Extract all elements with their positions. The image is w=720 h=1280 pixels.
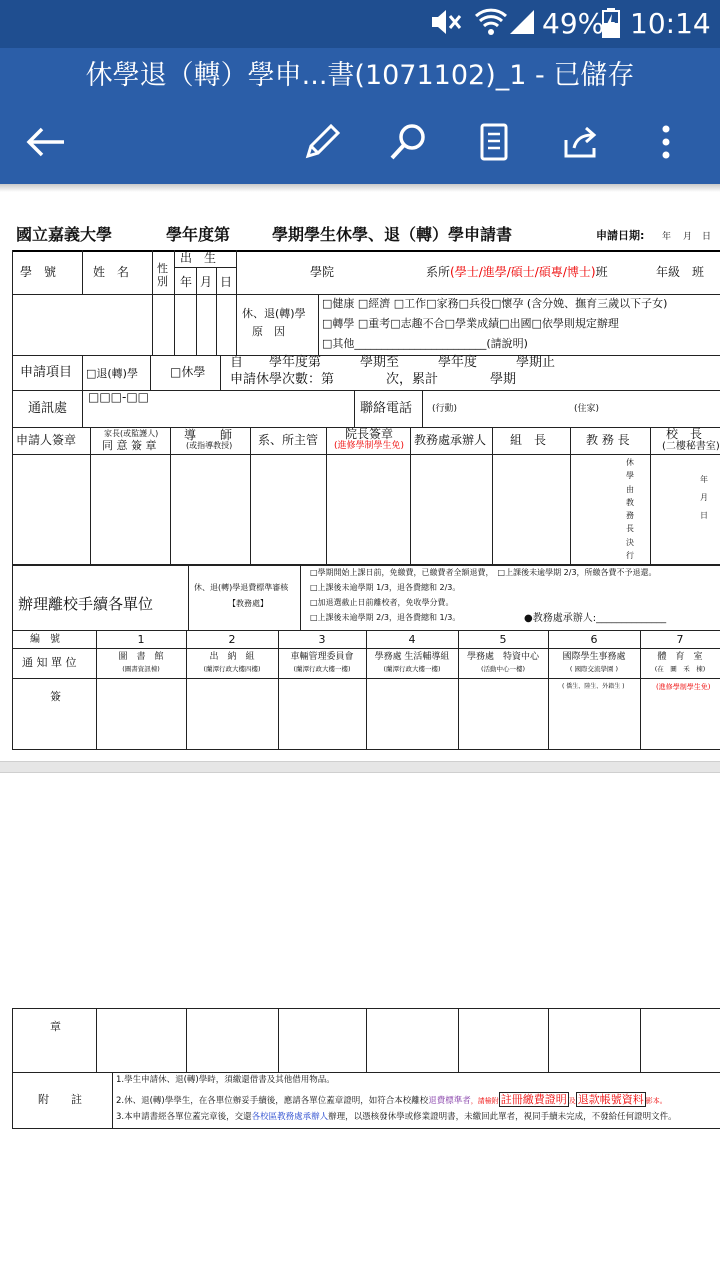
- college-label: 學院: [310, 265, 335, 279]
- note-3: 3.本申請書經各單位蓋完章後，交還各校區教務處承辦人辦理，以憑核發休學或修業證明書，未繳回此單者，視同手續未完成，不發給任何證明文件。: [116, 1112, 677, 1122]
- note-2: 2.休、退(轉)學學生，在各單位辦妥手續後，應請各單位蓋章證明，如符合本校離校退費標準者，請檢附 註冊繳費證明 及 退款帳號資料 影本。: [116, 1093, 667, 1106]
- provost-label: 教 務 長: [586, 433, 630, 447]
- provost-decide-vertical: [624, 456, 636, 562]
- unit6-note: ( 僑生、陸生、外籍生 ): [562, 683, 625, 690]
- unit-number-3: 3: [318, 633, 326, 646]
- refund-rule-1: □學期開始上課日前，免繳費，已繳費者全額退費， □上課後未逾學期 2/3，所繳各費不予退還。: [310, 568, 657, 577]
- unit-location-1: (圖書資訊棟): [122, 665, 160, 673]
- reading-view-icon[interactable]: [466, 114, 522, 170]
- sign-label: 簽: [50, 690, 61, 703]
- mute-icon: [428, 4, 464, 49]
- birth-day: 日: [220, 275, 233, 289]
- unit-name-6: 國際學生事務處: [562, 652, 626, 662]
- unit-location-2: (蘭潭行政大樓四樓): [203, 665, 261, 673]
- unit-location-3: (蘭潭行政大樓一樓): [293, 665, 351, 673]
- phone-label: 聯絡電話: [360, 401, 413, 416]
- pres-date-year: 年: [700, 475, 708, 484]
- provost-decide-char: 由: [626, 484, 634, 494]
- gender-label: 性別: [157, 262, 168, 288]
- dept-head-label: 系、所主管: [258, 433, 319, 447]
- president-label: 校 長: [666, 427, 703, 441]
- unit7-note: (進修學制學生免): [656, 683, 711, 691]
- col-no-label: 編 號: [30, 634, 60, 645]
- reason-line-2: □轉學 □重考□志趣不合□學業成績□出國□依學則規定辦理: [322, 317, 619, 330]
- notes-label: 附 註: [38, 1093, 82, 1106]
- unit-location-5: (活動中心一樓): [480, 665, 526, 673]
- search-icon[interactable]: [380, 114, 436, 170]
- unit-number-7: 7: [676, 633, 684, 646]
- advisor-label: 導 師: [184, 428, 233, 442]
- leave-units-label: 辦理離校手續各單位: [18, 595, 154, 613]
- pres-date-month: 月: [700, 493, 708, 502]
- provost-decide-char: 決: [626, 537, 634, 547]
- name-label: 姓 名: [93, 265, 130, 279]
- unit-number-1: 1: [137, 633, 145, 646]
- provost-decide-char: 教: [626, 497, 634, 507]
- unit-name-1: 圖 書 館: [118, 652, 164, 662]
- notify-unit-label: 通 知 單 位: [22, 656, 77, 669]
- unit-location-7: (在 圖 禾 棟): [654, 665, 706, 673]
- battery-percent: 49%: [542, 7, 605, 40]
- parent-consent-2: 同 意 簽 章: [102, 439, 157, 452]
- reason-label: 休、退(轉)學: [242, 307, 306, 320]
- refund-account-data: 退款帳號資料: [577, 1093, 644, 1106]
- postal-code-boxes: □□□-□□: [88, 390, 150, 404]
- back-arrow-icon[interactable]: [18, 114, 74, 170]
- battery-icon: [602, 8, 620, 47]
- dept-label: 系所(學士/進學/碩士/碩專/博士)班: [426, 265, 608, 279]
- date-day: 日: [702, 232, 712, 242]
- refund-rule-2: □上課後未逾學期 1/3，退各費總和 2/3。: [310, 583, 461, 592]
- provost-decide-char: 長: [626, 524, 634, 534]
- unit-name-3: 車輛管理委員會: [290, 652, 354, 662]
- reason-line-3: □其他________________________(請說明): [322, 337, 528, 350]
- unit-number-5: 5: [499, 633, 507, 646]
- date-month: 月: [683, 232, 693, 242]
- unit-number-2: 2: [228, 633, 236, 646]
- registration-fee-proof: 註冊繳費證明: [500, 1093, 567, 1106]
- advisor-sub: (或指導教授): [186, 441, 233, 450]
- opt-suspend: □休學: [170, 365, 206, 379]
- unit-location-4: (蘭潭行政大樓一樓): [383, 665, 441, 673]
- apply-item-label: 申請項目: [20, 365, 73, 380]
- dean-sign-label: 院長簽章: [345, 427, 394, 441]
- provost-decide-char: 休: [626, 458, 634, 467]
- unit-number-6: 6: [590, 633, 598, 646]
- unit-location-6: ( 國際交流學園 ): [569, 665, 619, 673]
- refund-rule-4: □上課後未逾學期 2/3，退各費總和 1/3。: [310, 613, 461, 622]
- form-title: 學期學生休學、退（轉）學申請書: [272, 225, 513, 244]
- document-canvas[interactable]: [0, 192, 720, 1280]
- wifi-icon: [474, 6, 508, 47]
- opt-withdraw: □退(轉)學: [86, 367, 138, 380]
- more-options-icon[interactable]: [638, 114, 694, 170]
- refund-handler: ●教務處承辦人:______________: [524, 613, 667, 624]
- birth-month: 月: [200, 275, 213, 289]
- reason-line-1: □健康 □經濟 □工作□家務□兵役□懷孕 (含分娩、撫育三歲以下子女): [322, 297, 668, 310]
- clock: 10:14: [630, 7, 711, 40]
- date-year: 年: [662, 232, 672, 242]
- birth-label: 出 生: [180, 251, 217, 265]
- student-no-label: 學 號: [20, 265, 57, 279]
- provost-decide-char: 務: [626, 511, 634, 521]
- parent-consent-1: 家長(或監護人): [104, 429, 159, 438]
- applicant-sign-label: 申請人簽章: [16, 433, 77, 447]
- edit-pencil-icon[interactable]: [294, 114, 350, 170]
- signal-icon: [508, 8, 536, 45]
- page-break: [0, 761, 720, 773]
- birth-year: 年: [180, 275, 193, 289]
- president-sub: (二樓秘書室): [662, 441, 720, 452]
- refund-standard: 休、退(轉)學退費標準審核: [194, 583, 289, 592]
- share-icon[interactable]: [552, 114, 608, 170]
- app-bar: [0, 48, 720, 184]
- degree-types: (學士/進學/碩士/碩專/博士): [450, 265, 596, 279]
- unit-number-4: 4: [408, 633, 416, 646]
- suspend-period: 自 學年度第 學期至 學年度 學期止: [230, 355, 556, 370]
- unit-name-7: 體 育 室: [657, 652, 703, 662]
- unit-name-5: 學務處 特資中心: [466, 652, 539, 662]
- university-name: 國立嘉義大學: [16, 225, 113, 244]
- term-label: 學年度第: [166, 225, 231, 244]
- academic-officer-label: 教務處承辦人: [414, 433, 487, 447]
- suspend-count: 申請休學次數：第 次，累計 學期: [230, 372, 517, 387]
- refund-office: 【教務處】: [228, 599, 268, 608]
- phone-mobile: (行動): [432, 404, 458, 414]
- pres-date-day: 日: [700, 511, 708, 520]
- dean-note: (進修學制學生免): [334, 441, 405, 451]
- app-bar-shadow: [0, 184, 720, 192]
- document-title: 休學退（轉）學申...書(1071102)_1 - 已儲存: [85, 60, 635, 91]
- provost-decide-char: 行: [626, 551, 634, 561]
- unit-name-2: 出 納 組: [209, 652, 255, 662]
- reason-label-2: 原 因: [252, 325, 285, 338]
- phone-home: (住家): [574, 404, 600, 414]
- grade-class-label: 年級 班: [656, 265, 705, 279]
- note-1: 1.學生申請休、退(轉)學時，須繳還借書及其他借用物品。: [116, 1075, 335, 1085]
- status-bar: [0, 0, 720, 48]
- refund-rule-3: □加退選截止日前離校者，免收學分費。: [310, 598, 454, 607]
- seal-label: 章: [50, 1020, 61, 1033]
- unit-name-4: 學務處 生活輔導組: [374, 652, 450, 662]
- section-chief-label: 組 長: [510, 433, 547, 447]
- provost-decide-char: 學: [626, 471, 634, 481]
- address-label: 通訊處: [28, 401, 68, 416]
- apply-date-label: 申請日期:: [596, 229, 645, 242]
